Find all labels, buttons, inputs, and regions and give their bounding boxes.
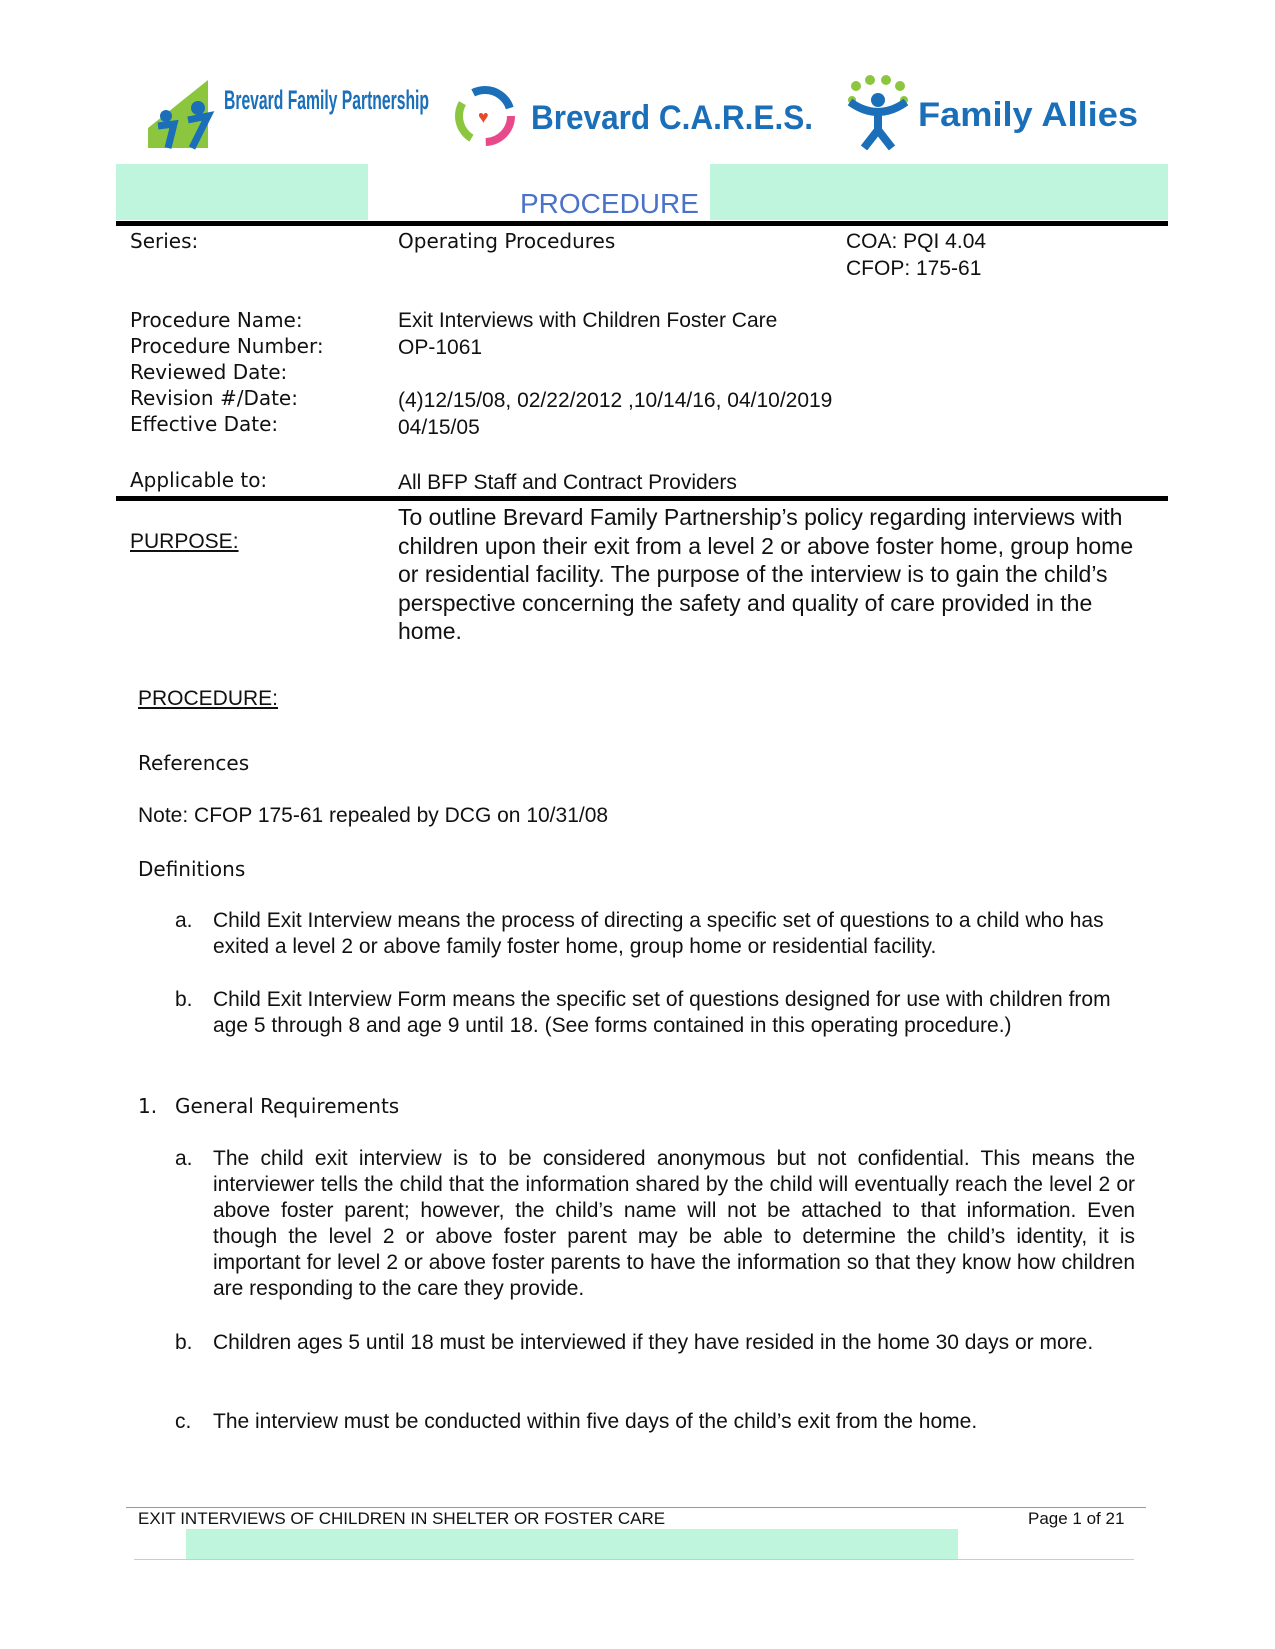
cfop-ref: CFOP: 175-61: [846, 257, 982, 280]
revision-date-label: Revision #/Date:: [130, 386, 298, 410]
section-heading: General Requirements: [175, 1094, 400, 1118]
page-number: Page 1 of 21: [1028, 1509, 1125, 1528]
brevard-cares-logo: [445, 80, 821, 152]
list-marker: b.: [175, 1331, 193, 1354]
procedure-name-label: Procedure Name:: [130, 308, 303, 332]
footer-title: EXIT INTERVIEWS OF CHILDREN IN SHELTER OR FOSTER CARE: [138, 1509, 666, 1528]
list-marker: a.: [175, 909, 193, 932]
series-label: Series:: [130, 229, 199, 253]
procedure-name: Exit Interviews with Children Foster Care: [398, 309, 778, 332]
procedure-heading: PROCEDURE:: [138, 687, 279, 710]
page-title: PROCEDURE: [520, 188, 699, 219]
middle-rule: [116, 496, 1168, 501]
footer-bottom-rule: [134, 1559, 1134, 1560]
family-figures-icon: [138, 78, 218, 150]
header-band-right: [710, 164, 1168, 220]
requirement-a: [175, 1146, 1135, 1302]
effective-date: 04/15/05: [398, 416, 480, 439]
list-marker: c.: [175, 1410, 192, 1433]
procedure-number: OP-1061: [398, 336, 483, 359]
purpose-heading: PURPOSE:: [130, 530, 239, 553]
list-marker: b.: [175, 988, 193, 1011]
svg-text:♥: ♥: [478, 107, 489, 127]
definition-text: Child Exit Interview means the process of directing a specific set of questions to a child who has exited a level 2 or above family foster home, group home or residential facility.: [213, 909, 1104, 958]
requirement-text: Children ages 5 until 18 must be interviewed if they have resided in the home 30 days or more.: [213, 1331, 1094, 1354]
tree-figure-icon: [842, 72, 914, 150]
brevard-family-partnership-wordmark: [224, 81, 434, 147]
circle-figures-icon: [445, 80, 525, 152]
logo-text: Brevard Family Partnership: [224, 85, 429, 115]
reviewed-date-label: Reviewed Date:: [130, 360, 288, 384]
requirement-b: [175, 1330, 1135, 1356]
top-rule: [116, 221, 1168, 226]
list-marker: a.: [175, 1147, 193, 1170]
procedure-number-label: Procedure Number:: [130, 334, 324, 358]
coa-ref: COA: PQI 4.04: [846, 230, 987, 253]
definitions-heading: Definitions: [138, 857, 246, 881]
family-allies-logo: [842, 72, 1143, 150]
effective-date-label: Effective Date:: [130, 412, 279, 436]
definition-b: [175, 987, 1135, 1039]
definition-a: [175, 908, 1135, 960]
definition-text: Child Exit Interview Form means the specific set of questions designed for use with children from age 5 through 8 and age 9 until 18. (See forms contained in this operating procedure.): [213, 988, 1111, 1037]
applicable-value: All BFP Staff and Contract Providers: [398, 471, 737, 494]
requirement-text: The interview must be conducted within five days of the child’s exit from the home.: [213, 1410, 978, 1433]
applicable-label: Applicable to:: [130, 468, 268, 492]
logo-text: Family Allies: [918, 96, 1138, 134]
logo-text: Brevard C.A.R.E.S.: [531, 99, 813, 137]
requirement-c: [175, 1409, 1135, 1435]
footer-rule: [126, 1507, 1146, 1508]
footer-band: [186, 1529, 958, 1559]
requirement-text: The child exit interview is to be considered anonymous but not confidential. This means the interviewer tells the child that the information shared by the child will eventually reach the level 2 or above foster parent; however, the child’s name will not be attached to that information. Even though the level 2 or above foster parent may be able to determine the child’s identity, it is important for level 2 or above foster parents to have the information so that they know how children are responding to the care they provide.: [213, 1147, 1135, 1300]
brevard-family-partnership-logo: [138, 78, 434, 150]
revision-dates: (4)12/15/08, 02/22/2012 ,10/14/16, 04/10/2019: [398, 389, 833, 412]
family-allies-wordmark: [918, 86, 1143, 136]
purpose-text: To outline Brevard Family Partnership’s policy regarding interviews with children upon their exit from a level 2 or above foster home, group home or residential facility. The purpose of the interview is to gain the child’s perspective concerning the safety and quality of care provided in the home.: [398, 504, 1134, 644]
section-number: 1.: [138, 1094, 158, 1118]
note-text: Note: CFOP 175-61 repealed by DCG on 10/31/08: [138, 804, 609, 827]
references-heading: References: [138, 751, 250, 775]
brevard-cares-wordmark: [531, 91, 821, 141]
header-band-left: [116, 164, 368, 220]
series-value: Operating Procedures: [398, 229, 616, 253]
